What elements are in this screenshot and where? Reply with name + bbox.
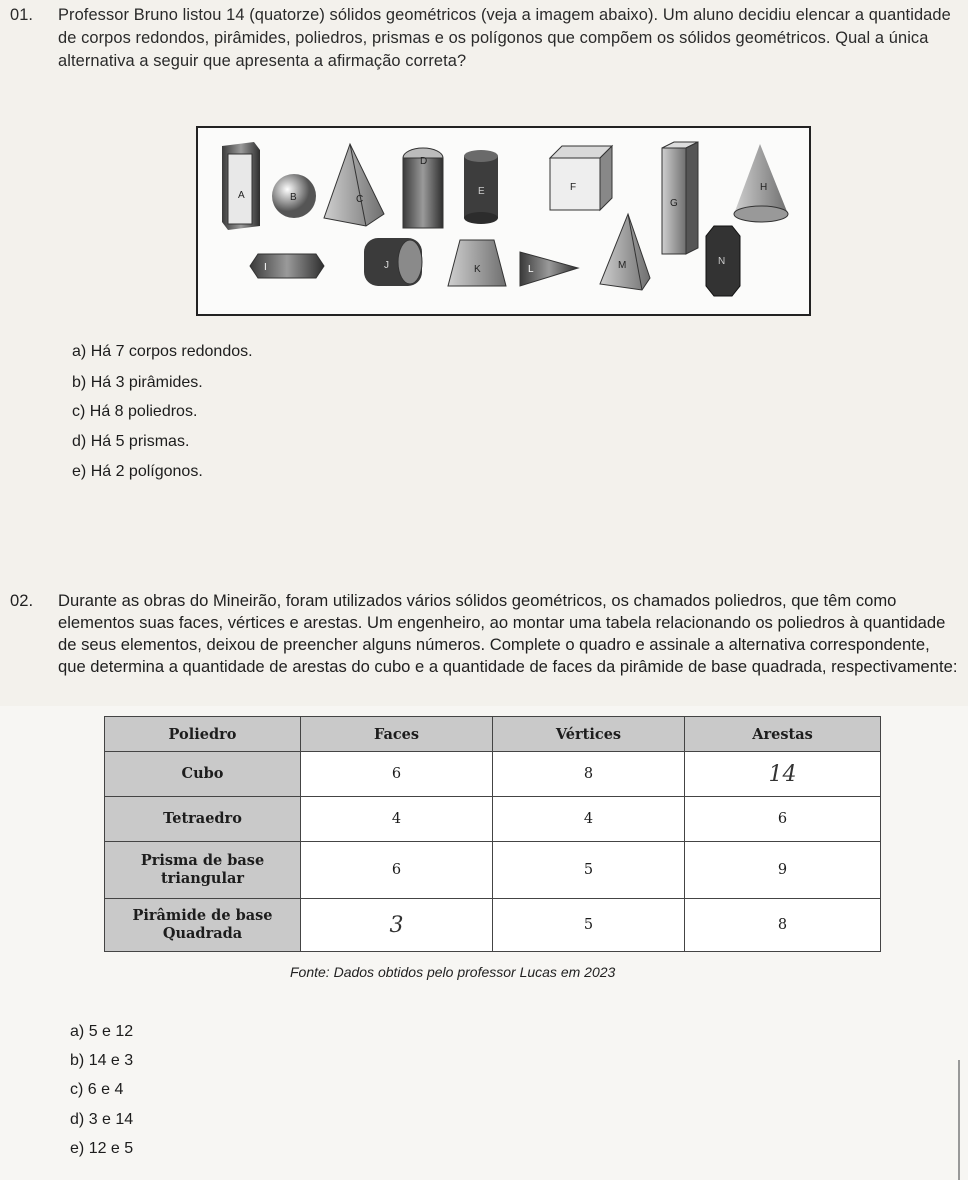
q2-option-b-text: 14 e 3 [88, 1052, 134, 1069]
label-k: K [474, 264, 481, 275]
row-name: Pirâmide de base Quadrada [105, 899, 301, 952]
label-i: I [264, 262, 267, 273]
label-l: L [528, 264, 534, 275]
question-2-number: 02. [10, 591, 34, 610]
solids-illustration [198, 128, 809, 314]
q2-option-d-text: 3 e 14 [88, 1111, 134, 1128]
solid-j-lying-cylinder [364, 238, 422, 286]
cell-arestas: 6 [685, 797, 881, 842]
label-b: B [290, 192, 297, 203]
cell-vertices: 8 [493, 752, 685, 797]
cell-faces: 6 [301, 842, 493, 899]
solid-e-cylinder [464, 150, 498, 224]
label-j: J [384, 260, 389, 271]
polyhedra-table [104, 716, 881, 952]
header-vertices: Vértices [493, 717, 685, 752]
label-c: C [356, 194, 364, 205]
header-faces: Faces [301, 717, 493, 752]
table-row [105, 752, 881, 797]
q1-option-d[interactable] [72, 430, 189, 454]
label-e: E [478, 186, 485, 197]
solids-figure [196, 126, 811, 316]
table-header-row [105, 717, 881, 752]
table-row [105, 842, 881, 899]
q2-option-e[interactable] [70, 1137, 133, 1161]
solid-m-pyramid [600, 214, 650, 290]
table-row [105, 797, 881, 842]
q2-option-e-letter: e) [70, 1140, 85, 1157]
q2-option-c[interactable] [70, 1078, 123, 1102]
label-h: H [760, 182, 768, 193]
q2-option-c-text: 6 e 4 [87, 1081, 124, 1098]
q1-option-e-text: Há 2 polígonos. [90, 463, 203, 480]
q2-option-e-text: 12 e 5 [88, 1140, 134, 1157]
cell-vertices: 5 [493, 899, 685, 952]
q2-option-a[interactable] [70, 1020, 133, 1044]
cell-arestas: 9 [685, 842, 881, 899]
q1-option-b-text: Há 3 pirâmides. [90, 374, 203, 391]
cell-vertices: 4 [493, 797, 685, 842]
q1-option-c[interactable] [72, 400, 197, 424]
table-row [105, 899, 881, 952]
solid-b-sphere [272, 174, 316, 218]
row-name: Tetraedro [105, 797, 301, 842]
question-2 [10, 590, 958, 678]
solid-c-pyramid [324, 144, 384, 226]
q1-option-c-text: Há 8 poliedros. [89, 403, 198, 420]
cell-arestas: 8 [685, 899, 881, 952]
solid-g-tall-prism [662, 142, 698, 254]
question-1-text: Professor Bruno listou 14 (quatorze) sólidos geométricos (veja a imagem abaixo). Um aluno decidiu elencar a quantidade de corpos redondos, pirâmides, poliedros, prismas e os polígonos que compõem os sólidos geométricos. Qual a única alternativa a seguir que apresenta a afirmação correta? [58, 6, 951, 70]
label-a: A [238, 190, 245, 201]
q1-option-a-text: Há 7 corpos redondos. [90, 343, 253, 360]
solid-h-cone [734, 144, 788, 222]
label-f: F [570, 182, 577, 193]
row-name: Cubo [105, 752, 301, 797]
q1-option-e-letter: e) [72, 463, 87, 480]
q2-option-a-text: 5 e 12 [88, 1023, 134, 1040]
solid-i-lying-prism [250, 254, 324, 278]
q1-option-d-text: Há 5 prismas. [90, 433, 190, 450]
q1-option-b-letter: b) [72, 374, 87, 391]
q2-option-d[interactable] [70, 1108, 133, 1132]
solid-n-octagonal [706, 226, 740, 296]
label-n: N [718, 256, 726, 267]
page-edge [958, 1060, 960, 1180]
solid-f-cube [550, 146, 612, 210]
cell-arestas-handwritten: 14 [685, 752, 881, 797]
table-source: Fonte: Dados obtidos pelo professor Lucas em 2023 [290, 964, 616, 980]
q1-option-a[interactable] [72, 340, 253, 364]
header-arestas: Arestas [685, 717, 881, 752]
row-name: Prisma de base triangular [105, 842, 301, 899]
label-g: G [670, 198, 678, 209]
solid-d-hex-prism [403, 148, 443, 228]
q1-option-d-letter: d) [72, 433, 87, 450]
cell-faces: 6 [301, 752, 493, 797]
solid-a-prism [222, 142, 260, 230]
header-poliedro: Poliedro [105, 717, 301, 752]
q1-option-e[interactable] [72, 460, 203, 484]
q1-option-a-letter: a) [72, 343, 87, 360]
q2-option-b-letter: b) [70, 1052, 85, 1069]
q2-option-d-letter: d) [70, 1111, 85, 1128]
question-2-text: Durante as obras do Mineirão, foram utilizados vários sólidos geométricos, os chamados poliedros, que têm como elementos suas faces, vértices e arestas. Um engenheiro, ao montar uma tabela relacionando os poliedros à quantidade de seus elementos, deixou de preencher alguns números. Complete o quadro e assinale a alternativa correspondente, que determina a quantidade de arestas do cubo e a quantidade de faces da pirâmide de base quadrada, respectivamente: [58, 591, 958, 676]
cell-faces-handwritten: 3 [301, 899, 493, 952]
q2-option-c-letter: c) [70, 1081, 84, 1098]
question-1-number: 01. [10, 6, 34, 24]
question-1 [10, 4, 958, 73]
label-m: M [618, 260, 627, 271]
q2-option-b[interactable] [70, 1049, 133, 1073]
q1-option-c-letter: c) [72, 403, 86, 420]
solid-k-frustum [448, 240, 506, 286]
q1-option-b[interactable] [72, 371, 203, 395]
cell-faces: 4 [301, 797, 493, 842]
cell-vertices: 5 [493, 842, 685, 899]
solid-l-lying-pyramid [520, 252, 578, 286]
label-d: D [420, 156, 428, 167]
q2-option-a-letter: a) [70, 1023, 85, 1040]
